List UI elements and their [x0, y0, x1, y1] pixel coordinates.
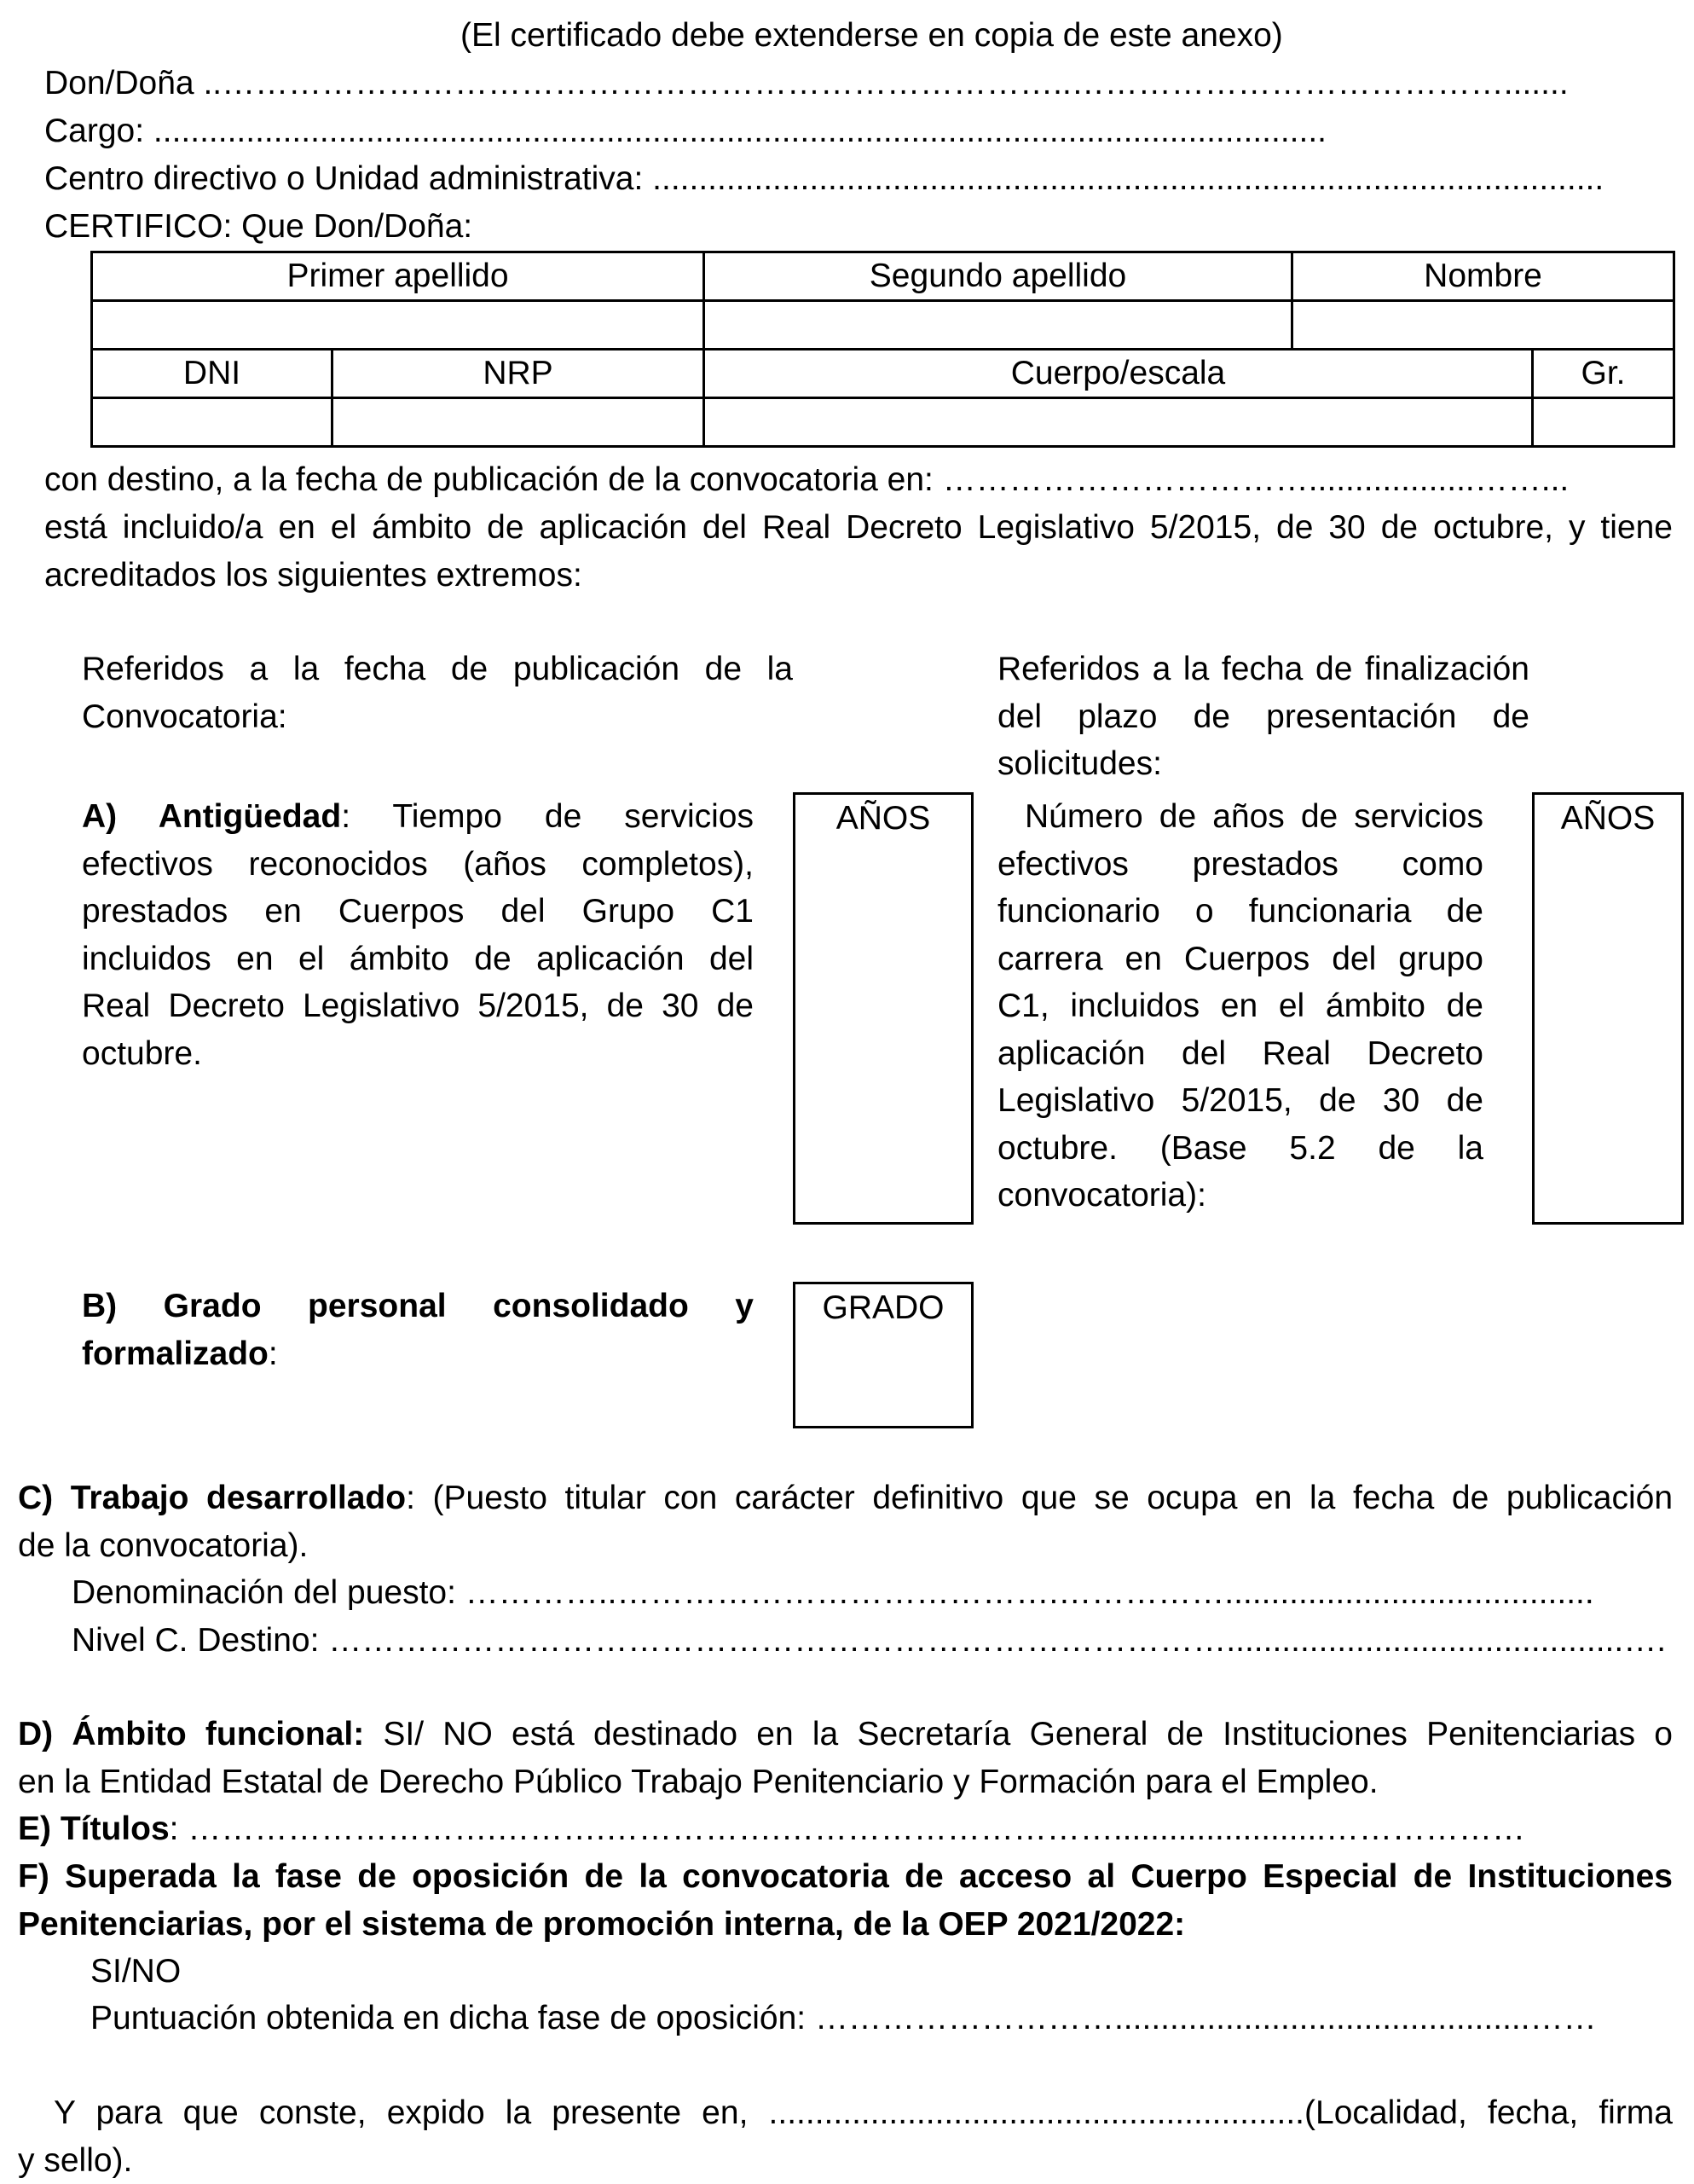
left-heading-line: Convocatoria:	[82, 693, 793, 741]
section-c-line-text: : (Puesto titular con carácter definitivo que se ocupa en la fecha de publicación	[406, 1480, 1673, 1516]
section-a-line: efectivos reconocidos (años completos),	[82, 841, 754, 889]
table-row	[92, 350, 1674, 398]
table-row	[92, 301, 1674, 350]
cuerpo-escala-input[interactable]	[704, 398, 1533, 447]
cargo-dots: ...............................................................................................................................	[144, 113, 1327, 149]
ambito-line: acreditados los siguientes extremos:	[44, 552, 1673, 600]
section-a-right-line: carrera en Cuerpos del grupo	[997, 936, 1483, 983]
header-nrp: NRP	[332, 350, 704, 398]
header-cuerpo-escala: Cuerpo/escala	[704, 350, 1533, 398]
closing-line	[18, 2089, 1673, 2137]
header-note: (El certificado debe extenderse en copia de este anexo)	[460, 12, 1283, 60]
grado-box[interactable]	[793, 1282, 974, 1428]
section-d-title: D) Ámbito funcional:	[18, 1716, 364, 1752]
ambito-paragraph	[44, 504, 1673, 599]
puntuacion-dots: ……………………….............................................……	[806, 2000, 1596, 2036]
section-d-text	[18, 1711, 1673, 1805]
section-b-title-line: B) Grado personal consolidado y	[82, 1283, 754, 1330]
section-a-line: Real Decreto Legislativo 5/2015, de 30 de	[82, 982, 754, 1030]
section-a-line: octubre.	[82, 1030, 754, 1078]
destino-field[interactable]	[44, 456, 1673, 504]
section-a-right-line: convocatoria):	[997, 1172, 1483, 1219]
centro-label: Centro directivo o Unidad administrativa:	[44, 160, 643, 197]
section-a-line: incluidos en el ámbito de aplicación del	[82, 936, 754, 983]
ambito-line: está incluido/a en el ámbito de aplicación del Real Decreto Legislativo 5/2015, de 30 de octubre, y tiene	[44, 504, 1673, 552]
right-heading-line: del plazo de presentación de	[997, 693, 1529, 741]
section-a-line-text: : Tiempo de servicios	[341, 798, 754, 835]
section-d-line-text: SI/ NO está destinado en la Secretaría General de Instituciones Penitenciarias o	[364, 1716, 1673, 1752]
closing-start: Y para que conste, expido la presente en,	[54, 2094, 748, 2131]
closing-dots[interactable]: ..........................................................	[769, 2094, 1304, 2131]
antiguedad-anos-label: AÑOS	[836, 800, 931, 837]
section-a-text	[82, 793, 754, 1077]
nivel-field[interactable]	[72, 1617, 1673, 1665]
denominacion-field[interactable]	[72, 1569, 1673, 1617]
servicios-anos-box[interactable]	[1532, 792, 1684, 1225]
section-a-right-line: efectivos prestados como	[997, 841, 1483, 889]
puntuacion-field[interactable]	[90, 1995, 1673, 2042]
segundo-apellido-input[interactable]	[704, 301, 1292, 350]
closing-end: (Localidad, fecha, firma	[1304, 2094, 1673, 2131]
header-dni: DNI	[92, 350, 332, 398]
don-dona-field[interactable]	[44, 60, 1673, 107]
destino-dots: ……………………………..................……...	[934, 461, 1569, 498]
cargo-label: Cargo:	[44, 113, 144, 149]
primer-apellido-input[interactable]	[92, 301, 704, 350]
section-d-line	[18, 1711, 1673, 1758]
header-primer-apellido: Primer apellido	[92, 252, 704, 301]
header-gr: Gr.	[1533, 350, 1674, 398]
servicios-anos-label: AÑOS	[1561, 800, 1656, 837]
section-c-line: de la convocatoria).	[18, 1522, 1673, 1570]
don-dona-label: Don/Doña	[44, 65, 194, 101]
identity-table	[90, 251, 1675, 448]
section-b-title-end: formalizado	[82, 1335, 269, 1372]
section-a-line	[82, 793, 754, 841]
nivel-dots: ………………………………………………………………………...........................................….	[319, 1622, 1666, 1659]
section-f-title-line: Penitenciarias, por el sistema de promoción interna, de la OEP 2021/2022:	[18, 1901, 1673, 1949]
section-a-right-line: Número de años de servicios	[997, 793, 1483, 841]
section-a-right-text	[997, 793, 1483, 1219]
table-row	[92, 252, 1674, 301]
section-f-text	[18, 1853, 1673, 1948]
antiguedad-anos-box[interactable]	[793, 792, 974, 1225]
header-segundo-apellido: Segundo apellido	[704, 252, 1292, 301]
section-d-line: en la Entidad Estatal de Derecho Público Trabajo Penitenciario y Formación para el Empleo.	[18, 1758, 1673, 1806]
section-c-title: C) Trabajo desarrollado	[18, 1480, 406, 1516]
certifico-line: CERTIFICO: Que Don/Doña:	[44, 203, 472, 251]
right-heading	[997, 646, 1529, 788]
right-heading-line: solicitudes:	[997, 740, 1529, 788]
header-nombre: Nombre	[1292, 252, 1674, 301]
titulos-title: E) Títulos	[18, 1810, 170, 1847]
section-a-title: A) Antigüedad	[82, 798, 341, 835]
section-b-suffix: :	[269, 1335, 278, 1372]
denominacion-dots: …………..………………………………….……………........................................	[456, 1574, 1594, 1611]
grado-label: GRADO	[822, 1289, 944, 1326]
centro-dots: .......................................................................................................	[643, 160, 1604, 197]
section-b-title-line	[82, 1330, 754, 1378]
destino-label: con destino, a la fecha de publicación de la convocatoria en:	[44, 461, 934, 498]
section-b-text	[82, 1283, 754, 1377]
nrp-input[interactable]	[332, 398, 704, 447]
section-a-line: prestados en Cuerpos del Grupo C1	[82, 888, 754, 936]
nombre-input[interactable]	[1292, 301, 1674, 350]
denominacion-label: Denominación del puesto:	[72, 1574, 456, 1611]
dni-input[interactable]	[92, 398, 332, 447]
nivel-label: Nivel C. Destino:	[72, 1622, 319, 1659]
closing-line: y sello).	[18, 2137, 1673, 2184]
section-a-right-line: aplicación del Real Decreto	[997, 1030, 1483, 1078]
gr-input[interactable]	[1533, 398, 1674, 447]
table-row	[92, 398, 1674, 447]
section-c-line	[18, 1474, 1673, 1522]
cargo-field[interactable]	[44, 107, 1673, 155]
section-a-right-line: Legislativo 5/2015, de 30 de	[997, 1077, 1483, 1125]
left-heading	[82, 646, 793, 740]
section-c-text	[18, 1474, 1673, 1569]
centro-field[interactable]	[44, 155, 1673, 203]
right-heading-line: Referidos a la fecha de finalización	[997, 646, 1529, 693]
left-heading-line: Referidos a la fecha de publicación de la	[82, 646, 793, 693]
puntuacion-label: Puntuación obtenida en dicha fase de oposición:	[90, 2000, 806, 2036]
titulos-field[interactable]	[18, 1805, 1673, 1853]
section-f-title-line: F) Superada la fase de oposición de la convocatoria de acceso al Cuerpo Especial de Instituciones	[18, 1853, 1673, 1901]
section-a-right-line: funcionario o funcionaria de	[997, 888, 1483, 936]
closing-text	[18, 2089, 1673, 2184]
si-no-option[interactable]: SI/NO	[90, 1948, 181, 1996]
section-a-right-line: C1, incluidos en el ámbito de	[997, 982, 1483, 1030]
section-a-right-line: octubre. (Base 5.2 de la	[997, 1125, 1483, 1173]
titulos-dots: : ……………………….……….…………….………………………….......................………………	[170, 1810, 1525, 1847]
don-dona-dots: ..…………………………………………………………………..………………………………….......	[194, 65, 1569, 101]
